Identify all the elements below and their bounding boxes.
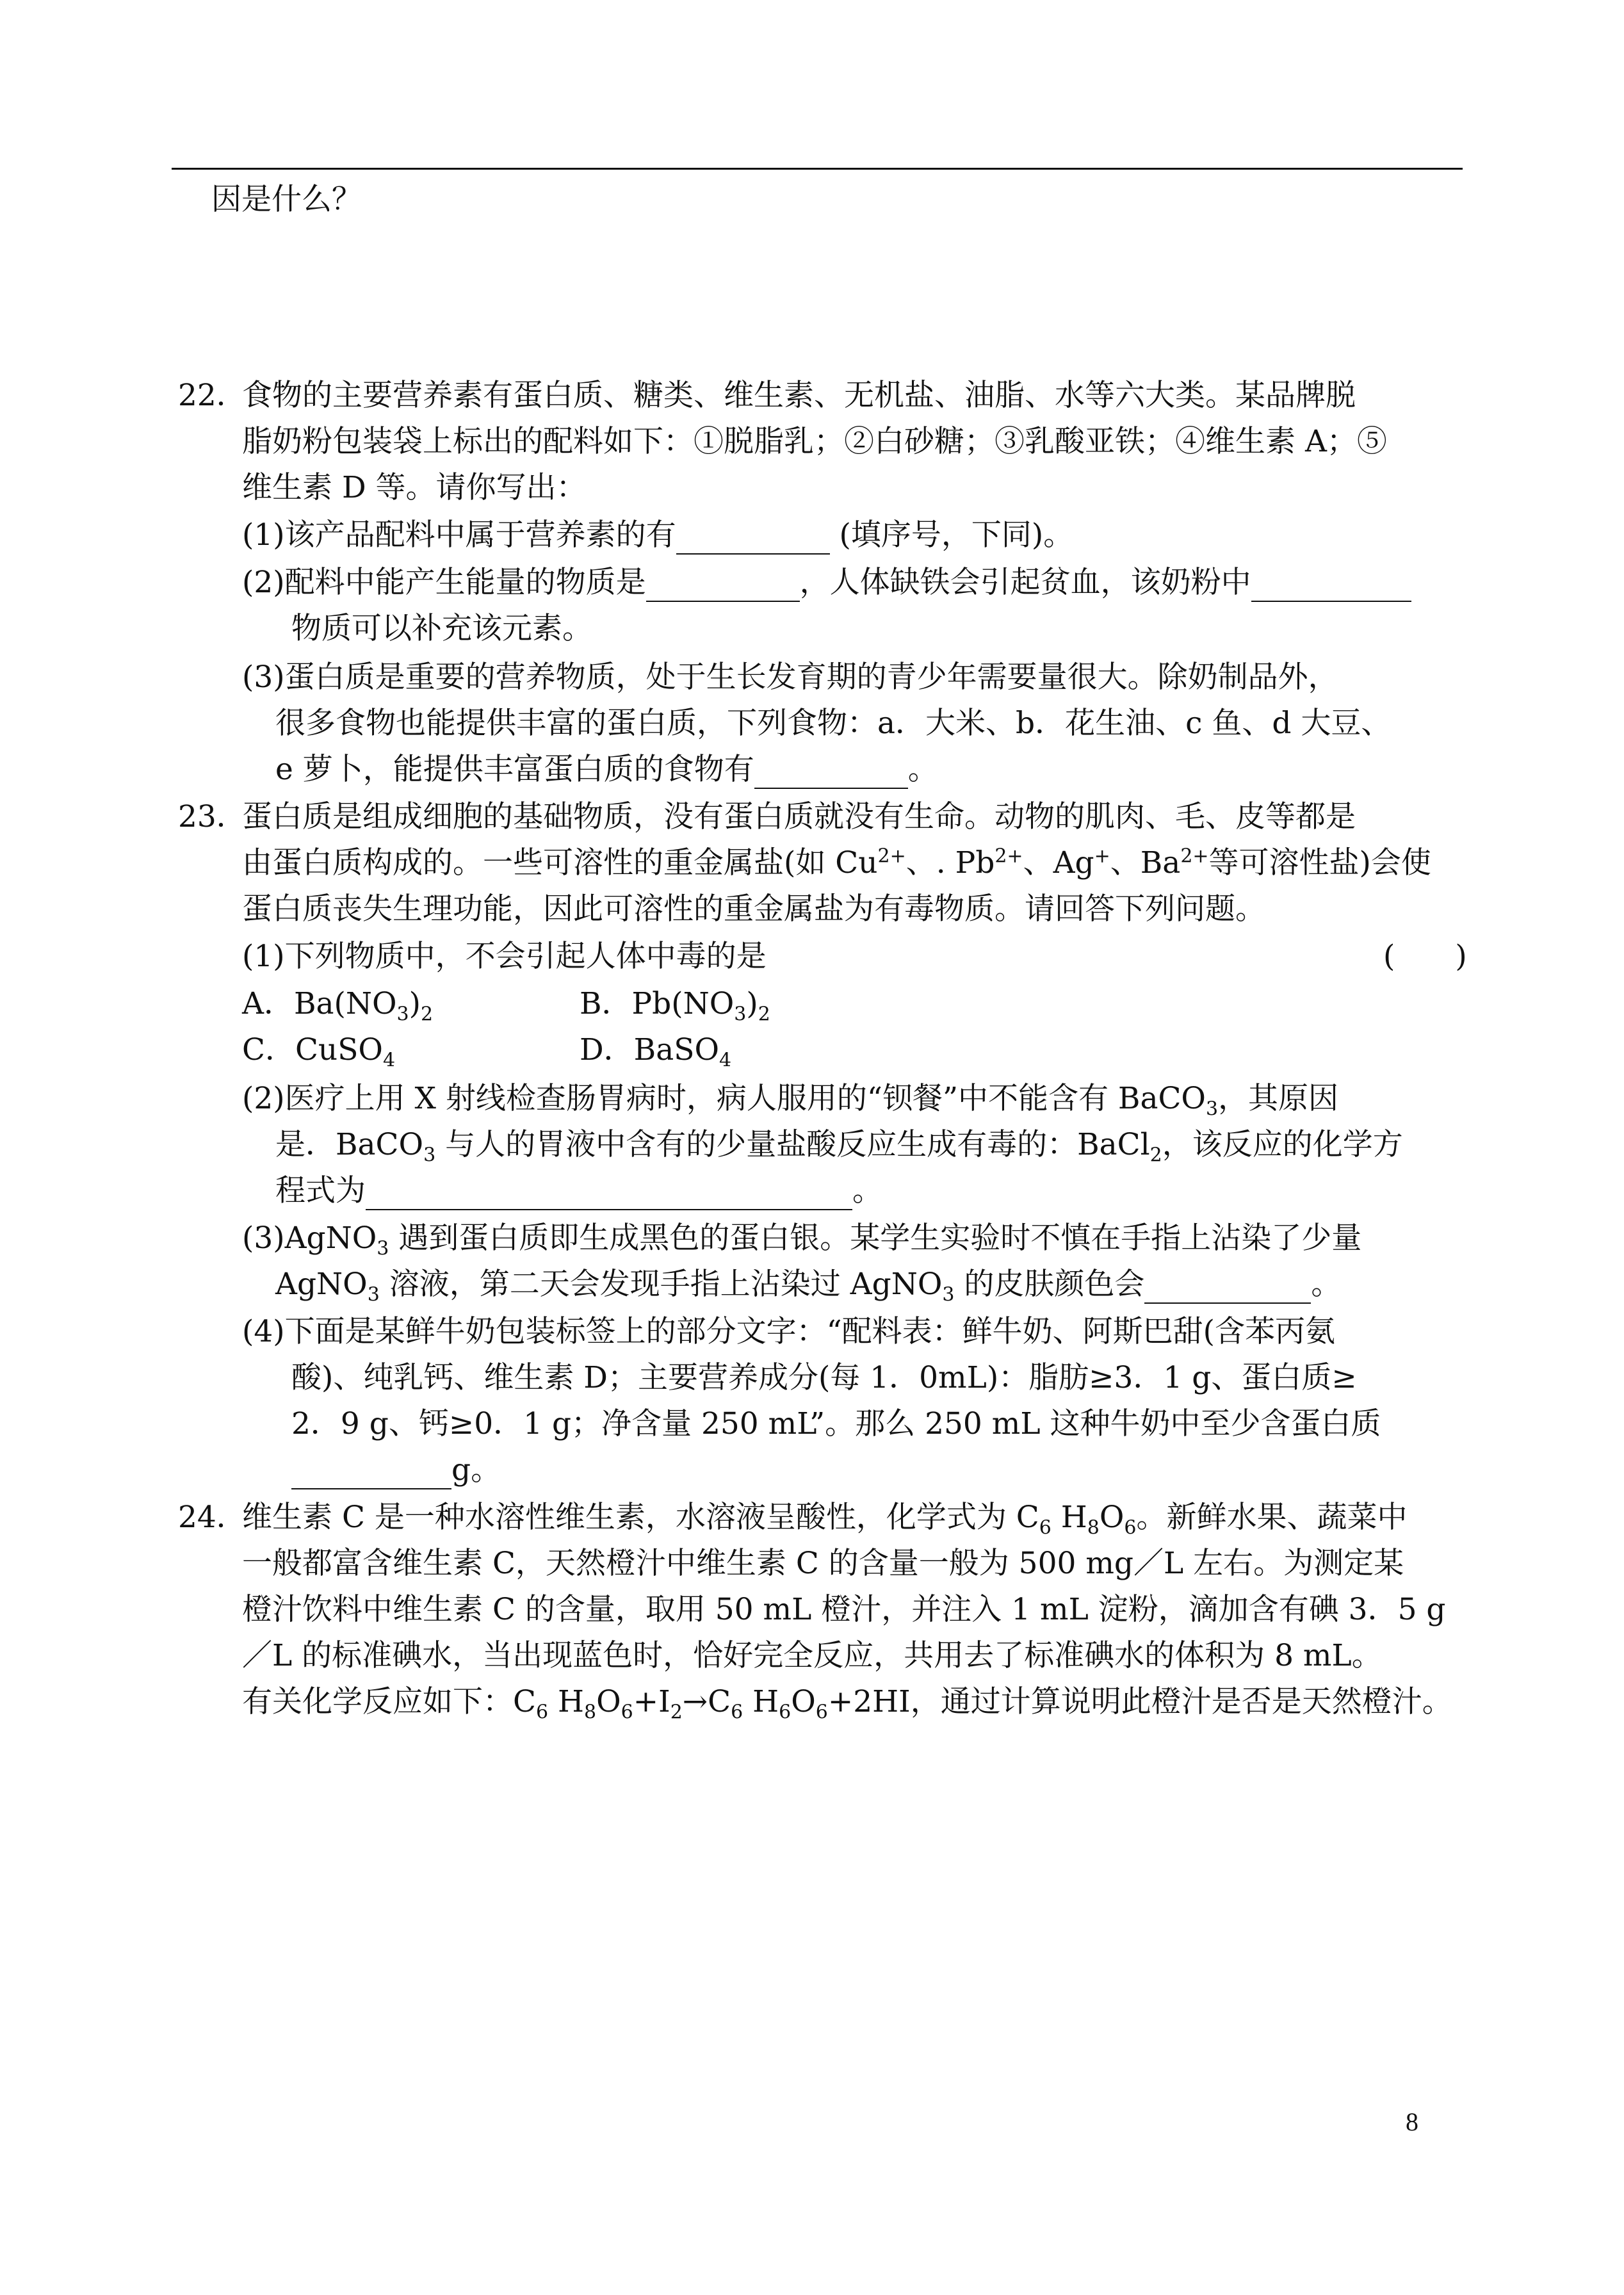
text-span: ，该反应的化学方 — [1162, 1127, 1403, 1162]
text-span: 有关化学反应如下：C — [242, 1684, 536, 1719]
text-span: H — [1051, 1500, 1087, 1535]
text-span: 遇到蛋白质即生成黑色的蛋白银。某学生实验时不慎在手指上沾染了少量 — [389, 1220, 1362, 1256]
question-text — [242, 1683, 1452, 1724]
question-text — [242, 1498, 1408, 1537]
header-rule — [172, 168, 1463, 170]
subquestion-text-with-blank — [291, 1451, 501, 1489]
option-a[interactable] — [242, 985, 434, 1026]
question-number: 23． — [178, 799, 247, 834]
subscript: 4 — [382, 1049, 396, 1072]
option-text: ) — [746, 986, 758, 1021]
subscript: 3 — [396, 1003, 409, 1026]
subscript: 6 — [621, 1701, 633, 1724]
subquestion-text-with-blank — [275, 750, 938, 789]
subquestion-2 — [242, 564, 1411, 602]
subscript: 6 — [779, 1701, 792, 1724]
superscript: 2+ — [1180, 845, 1209, 868]
text-span: 溶液，第二天会发现手指上沾染过 AgNO — [379, 1267, 943, 1302]
text-span: H — [548, 1684, 584, 1719]
subscript: 6 — [731, 1701, 743, 1724]
subscript: 6 — [1124, 1516, 1137, 1539]
subquestion-text: 物质可以补充该元素。 — [291, 611, 592, 646]
option-text: C．CuSO — [242, 1032, 383, 1067]
question-text: 蛋白质丧失生理功能，因此可溶性的重金属盐为有毒物质。请回答下列问题。 — [242, 891, 1265, 927]
question-number: 24． — [178, 1500, 247, 1535]
question-text: 蛋白质是组成细胞的基础物质，没有蛋白质就没有生命。动物的肌肉、毛、皮等都是 — [242, 799, 1356, 834]
answer-blank[interactable] — [676, 523, 830, 555]
answer-blank[interactable] — [291, 1457, 451, 1489]
subscript: 2 — [1149, 1144, 1162, 1167]
text-span: 、Ba — [1110, 845, 1181, 880]
subscript: 8 — [1087, 1516, 1100, 1539]
subquestion-text: (1)该产品配料中属于营养素的有 — [242, 517, 676, 553]
text-span: 的皮肤颜色会 — [954, 1267, 1145, 1302]
question-text: 食物的主要营养素有蛋白质、糖类、维生素、无机盐、油脂、水等六大类。某品牌脱 — [242, 378, 1356, 413]
text-span: (3)AgNO — [242, 1220, 377, 1256]
subscript: 6 — [815, 1701, 828, 1724]
text-span: 维生素 C 是一种水溶性维生素，水溶液呈酸性，化学式为 C — [242, 1500, 1039, 1535]
subquestion-text — [275, 1126, 1403, 1167]
question-text: 脂奶粉包装袋上标出的配料如下：①脱脂乳；②白砂糖；③乳酸亚铁；④维生素 A；⑤ — [242, 424, 1387, 459]
subquestion-text-with-blank — [275, 1265, 1341, 1304]
option-text: B．Pb(NO — [580, 986, 735, 1021]
text-span: ，其原因 — [1218, 1081, 1339, 1116]
subscript: 3 — [734, 1003, 747, 1026]
text-span: 与人的胃液中含有的少量盐酸反应生成有毒的：BaCl — [435, 1127, 1150, 1162]
subquestion-4: (4)下面是某鲜牛奶包装标签上的部分文字：“配料表：鲜牛奶、阿斯巴甜(含苯丙氨 — [242, 1314, 1335, 1349]
question-text: 橙汁饮料中维生素 C 的含量，取用 50 mL 橙汁，并注入 1 mL 淀粉，滴加含有碘 3．5 g — [242, 1592, 1446, 1627]
subquestion-1 — [242, 516, 1073, 555]
text-span: (2)医疗上用 X 射线检查肠胃病时，病人服用的“钡餐”中不能含有 BaCO — [242, 1081, 1206, 1116]
subquestion-text-with-blank — [275, 1172, 882, 1210]
text-span: O — [596, 1684, 621, 1719]
answer-blank[interactable] — [366, 1178, 852, 1210]
subscript: 2 — [670, 1701, 683, 1724]
text-span: 。 — [1311, 1267, 1342, 1302]
text-span: 由蛋白质构成的。一些可溶性的重金属盐(如 Cu — [242, 845, 878, 880]
answer-blank[interactable] — [754, 757, 908, 789]
subquestion-text: (2)配料中能产生能量的物质是 — [242, 565, 646, 600]
text-span: +I — [633, 1684, 670, 1719]
subquestion-3: (3)蛋白质是重要的营养物质，处于生长发育期的青少年需要量很大。除奶制品外， — [242, 660, 1338, 695]
subscript: 3 — [377, 1237, 389, 1260]
option-d[interactable] — [580, 1031, 732, 1072]
text-span: 程式为 — [275, 1173, 366, 1208]
subquestion-3 — [242, 1219, 1361, 1258]
subscript: 2 — [758, 1003, 770, 1026]
subscript: 8 — [584, 1701, 597, 1724]
subscript: 6 — [1039, 1516, 1052, 1539]
subquestion-text: 2．9 g、钙≥0．1 g；净含量 250 mL”。那么 250 mL 这种牛奶中至少含蛋白质 — [291, 1406, 1381, 1441]
answer-blank[interactable] — [646, 570, 800, 602]
superscript: 2+ — [995, 845, 1023, 868]
answer-blank[interactable] — [1144, 1272, 1311, 1304]
subscript: 3 — [423, 1144, 436, 1167]
subquestion-2 — [242, 1080, 1339, 1121]
superscript: 2+ — [877, 845, 906, 868]
subscript: 3 — [942, 1283, 955, 1306]
subquestion-text: 酸)、纯乳钙、维生素 D；主要营养成分(每 1．0mL)：脂肪≥3．1 g、蛋白质≥ — [291, 1360, 1357, 1395]
subquestion-text: ，人体缺铁会引起贫血，该奶粉中 — [799, 565, 1251, 600]
intro-text: 因是什么？ — [211, 182, 362, 217]
option-c[interactable] — [242, 1031, 396, 1072]
text-span: 。新鲜水果、蔬菜中 — [1136, 1500, 1408, 1535]
text-span: H — [743, 1684, 779, 1719]
text-span: g。 — [451, 1452, 501, 1488]
text-span: 是．BaCO — [275, 1127, 424, 1162]
question-text: 维生素 D 等。请你写出： — [242, 470, 587, 505]
option-text: D．BaSO — [580, 1032, 719, 1067]
text-span: AgNO — [275, 1267, 368, 1302]
subquestion-text: 很多食物也能提供丰富的蛋白质，下列食物：a．大米、b．花生油、c 鱼、d 大豆、 — [275, 706, 1392, 741]
answer-bracket[interactable]: ( ) — [1383, 939, 1467, 974]
text-span: 、Ag — [1023, 845, 1094, 880]
superscript: + — [1094, 845, 1110, 868]
answer-blank[interactable] — [1251, 570, 1411, 602]
option-text: A．Ba(NO — [242, 986, 397, 1021]
option-text: ) — [409, 986, 421, 1021]
subscript: 3 — [367, 1283, 380, 1306]
text-span: 。 — [852, 1173, 882, 1208]
page-number: 8 — [1406, 2107, 1418, 2136]
question-number: 22． — [178, 378, 247, 413]
option-b[interactable] — [580, 985, 770, 1026]
question-text — [242, 844, 1431, 882]
text-span: +2HI，通过计算说明此橙汁是否是天然橙汁。 — [827, 1684, 1452, 1719]
question-text: ／L 的标准碘水，当出现蓝色时，恰好完全反应，共用去了标准碘水的体积为 8 mL。 — [242, 1638, 1382, 1673]
text-span: 、. Pb — [905, 845, 995, 880]
subquestion-1: (1)下列物质中，不会引起人体中毒的是 — [242, 939, 767, 974]
subquestion-text: e 萝卜，能提供丰富蛋白质的食物有 — [275, 752, 754, 787]
subquestion-text: (填序号，下同)。 — [829, 517, 1074, 553]
subscript: 6 — [535, 1701, 549, 1724]
subscript: 4 — [719, 1049, 732, 1072]
question-text: 一般都富含维生素 C，天然橙汁中维生素 C 的含量一般为 500 mg／L 左右。为测定某 — [242, 1546, 1404, 1581]
text-span: O — [791, 1684, 816, 1719]
subscript: 3 — [1205, 1098, 1219, 1121]
text-span: →C — [682, 1684, 731, 1719]
subscript: 2 — [420, 1003, 434, 1026]
text-span: 等可溶性盐)会使 — [1208, 845, 1431, 880]
text-span: O — [1099, 1500, 1125, 1535]
subquestion-text: 。 — [907, 752, 938, 787]
